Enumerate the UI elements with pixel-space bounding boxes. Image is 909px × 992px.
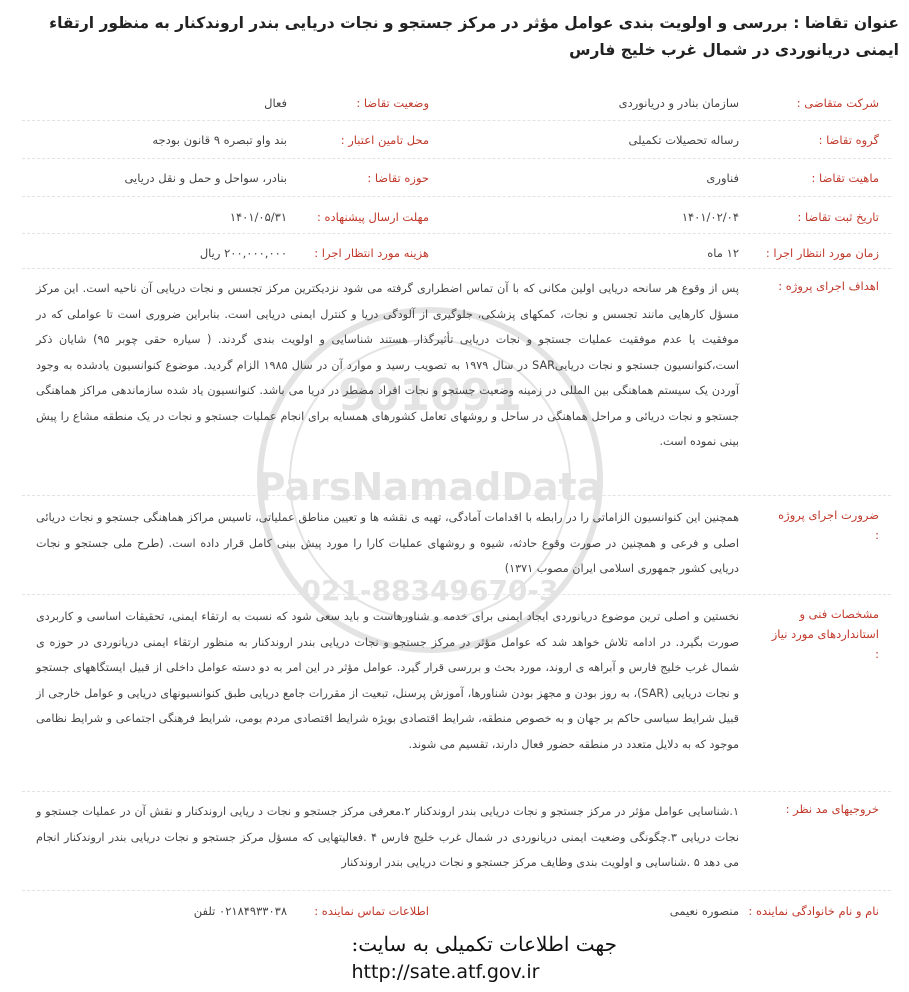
outputs-text: ۱.شناسایی عوامل مؤثر در مرکز جستجو و نجات دریایی بندر اروندکنار ۲.معرفی مرکز جستجو و نجات د ریایی اروندکنار و نقش آن در عملیات جستجو و نجات دریایی ۳.چگونگی وضعیت ایمنی دریانوردی در شمال غرب خلیج فارس ۴ .فعالیتهایی که مسؤل مرکز جستجو و نجات دریایی بندر اروندکنار انجام می دهد ۵ .شناسایی و اولویت بندی وظایف مرکز جستجو و نجات دریایی بندر اروندکنار [36,805,739,869]
register-date-value: ۱۴۰۱/۰۲/۰۴ [681,210,739,224]
divider [22,791,891,792]
funding-label: محل تامین اعتبار : [340,133,429,147]
watermark-code: 901091 [338,370,522,421]
company-label: شرکت متقاضی : [796,96,879,110]
divider [22,196,891,197]
nature-label: ماهیت تقاضا : [811,171,879,185]
divider [22,495,891,496]
deadline-label: مهلت ارسال پیشنهاده : [317,210,429,224]
necessity-text: همچنین این کنوانسیون الزاماتی را در رابطه با اقدامات آمادگی، تهیه ی نقشه ها و تعیین مناطق عملیاتی، تاسیس مراکز هماهنگی جستجو و نجات دریائی اصلی و فرعی و همچنین در صورت وقوع حادثه، شیوه و روشهای عملیات کارا را مورد پیش بینی کامل قرار داده است. (طرح ملی جستجو و نجات دریایی کشور جمهوری اسلامی ایران مصوب ۱۳۷۱) [36,511,739,575]
status-label: وضعیت تقاضا : [356,96,429,110]
divider [22,233,891,234]
field-row-group [0,130,909,160]
register-date-label: تاریخ ثبت تقاضا : [797,210,879,224]
specs-text: نخستین و اصلی ترین موضوع دریانوردی ایجاد ایمنی برای خدمه و شناورهاست و باید سعی شود که نسبت به ارتقاء ایمنی، تحقیقات اساسی و کاربردی صورت بگیرد. در ادامه تلاش خواهد شد که عوامل مؤثر در مرکز جستجو و نجات دریایی بندر اروندکنار به منظور ارتقاء ایمنی دریانوردی در حوزه ی شمال غرب خلیج فارس و آبراهه ی اروند، مورد بحث و بررسی قرار گیرد. عوامل مؤثر در این امر به دو دسته عوامل داخلی از قبیل ایستگاههای جستجو و نجات دریایی (SAR)، به روز بودن و مجهز بودن شناورها، آموزش پرسنل، تبعیت از مقررات جامع دریایی طبق کنوانسیونهای دریایی و عوامل خارجی از قبیل شرایط سیاسی حاکم بر جهان و به خصوص منطقه، شرایط اقتصادی بویژه شرایط اقتصادی مردم بومی، شرایط فرهنگی اجتماعی و شرایط نظامی موجود که به دلایل متعدد در منطقه حضور فعال دارند، تقسیم می شوند. [36,610,739,751]
domain-value: بنادر، سواحل و حمل و نقل دریایی [124,171,287,185]
contact-info-value: ۰۲۱۸۴۹۳۳۰۳۸ تلفن [193,904,287,918]
watermark-digits: 021-88349670-3 [301,574,559,607]
watermark-brand: ParsNamadData [257,465,603,509]
footer-text: جهت اطلاعات تکمیلی به سایت: [351,932,617,956]
outputs-label: خروجیهای مد نظر : [785,802,879,816]
footer-note [352,930,618,986]
field-row-company [0,93,909,123]
footer-url[interactable]: http://sate.atf.gov.ir [351,961,540,983]
group-label: گروه تقاضا : [818,133,879,147]
deadline-value: ۱۴۰۱/۰۵/۳۱ [229,210,287,224]
divider [22,268,891,269]
goals-label: اهداف اجرای پروژه : [778,279,879,293]
nature-value: فناوری [706,171,739,185]
divider [22,890,891,891]
domain-label: حوزه تقاضا : [367,171,429,185]
field-row-contact [0,901,909,931]
duration-value: ۱۲ ماه [707,246,739,260]
page-title: عنوان تقاضا : بررسی و اولویت بندی عوامل مؤثر در مرکز جستجو و نجات دریایی بندر اروندکنار به منظور ارتقاء ایمنی دریانوردی در شمال غرب خلیج فارس [49,14,899,59]
specs-label: مشخصات فنی و استانداردهای مورد نیاز : [771,607,879,661]
divider [22,120,891,121]
status-value: فعال [264,96,287,110]
company-value: سازمان بنادر و دریانوردی [618,96,739,110]
contact-info-label: اطلاعات تماس نماینده : [314,904,429,918]
goals-text: پس از وقوع هر سانحه دریایی اولین مکانی که با آن تماس اضطراری گرفته می شود نزدیکترین مرکز تجسس و نجات دریایی آن ناحیه است. این مرکز مسؤل کارهایی مانند تجسس و نجات، کمکهای پزشکی، جلوگیری از آلودگی دریا و کنترل ایمنی دریایی است. بنابراین ضروری است تا عواملی که در موفقیت یا عدم موفقیت عملیات جستجو و نجات دریایی تأثیرگذار هستند شناسایی و اولویت بندی گردند. ( سیاره حقی چوبر ۹۵) شایان ذکر است،کنوانسیون جستجو و نجات دریاییSAR در سال ۱۹۷۹ به تصویب رسید و موارد آن در سال ۱۹۸۵ الزام گردید. موضوع کنوانسیون یادشده به وجود آوردن یک سیستم هماهنگی بین المللی در زمینه وضعیت جستجو و نجات افراد مضطر در دریا می باشد. کنوانسیون یاد شده سازماندهی مراکز هماهنگی جستجو و نجات دریائی و مراحل هماهنگی در ساحل و روشهای تعامل کشورهای همسایه برای انجام عملیات جستجو و نجات در یک منطقه مشاع را پیش بینی نموده است. [36,282,740,448]
representative-label: نام و نام خانوادگی نماینده : [748,904,879,918]
field-row-nature [0,168,909,198]
duration-label: زمان مورد انتظار اجرا : [765,246,879,260]
funding-value: بند واو تبصره ۹ قانون بودجه [152,133,287,147]
group-value: رساله تحصیلات تکمیلی [628,133,739,147]
cost-value: ۲۰۰,۰۰۰,۰۰۰ ریال [199,246,287,260]
divider [22,594,891,595]
divider [22,158,891,159]
representative-value: منصوره نعیمی [669,904,739,918]
cost-label: هزینه مورد انتظار اجرا : [314,246,429,260]
necessity-label: ضرورت اجرای پروژه : [778,508,879,542]
